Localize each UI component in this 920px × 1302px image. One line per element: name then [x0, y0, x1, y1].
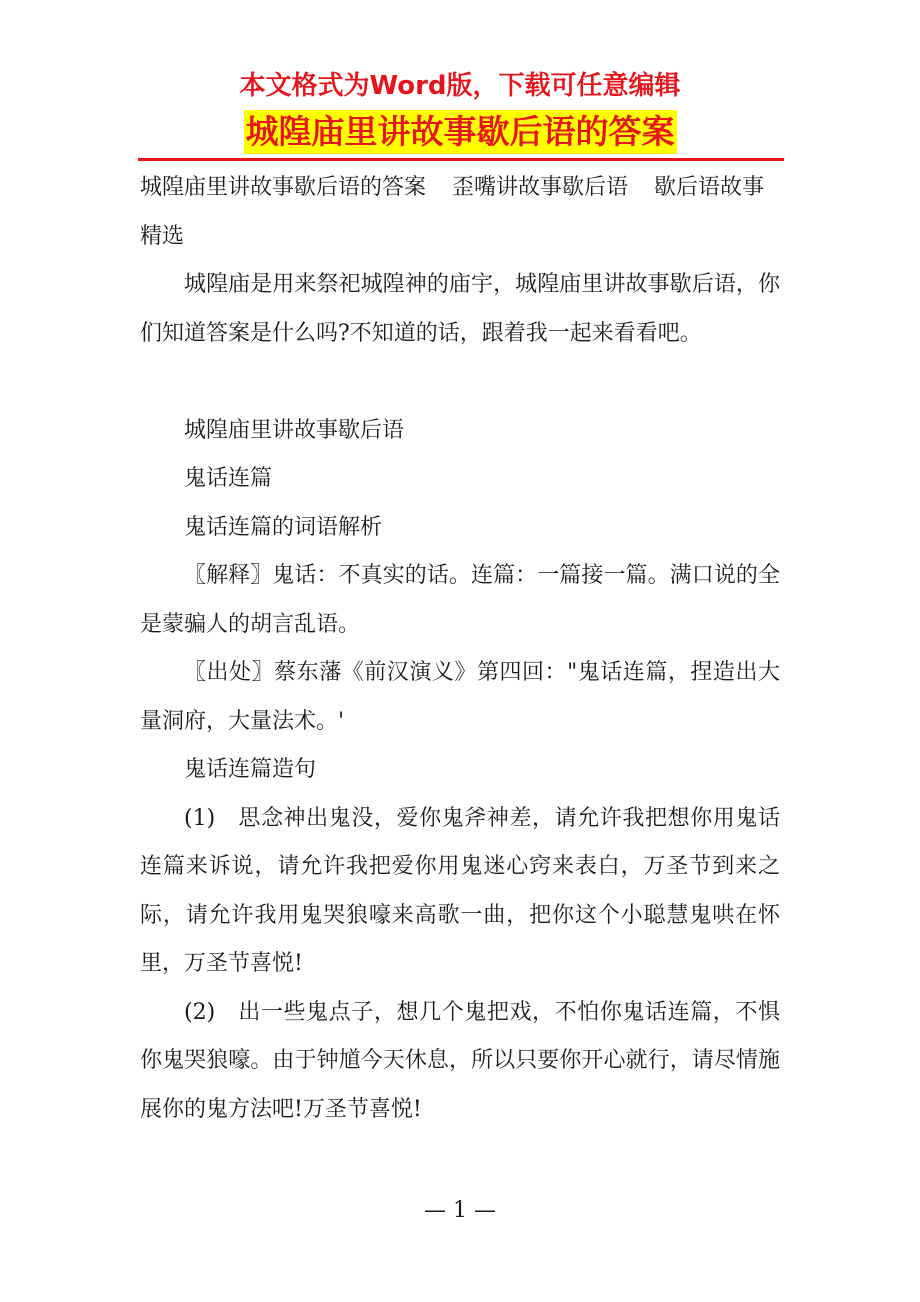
title-divider: [138, 158, 784, 161]
keywords-line: [140, 164, 780, 261]
source-paragraph: 〖出处〗蔡东藩《前汉演义》第四回："鬼话连篇，捏造出大量洞府，大量法术。': [140, 660, 780, 734]
document-title: 城隍庙里讲故事歇后语的答案: [244, 110, 677, 154]
example-sentences-title: 鬼话连篇造句: [184, 757, 317, 782]
blank-line: [140, 358, 780, 407]
format-notice-banner: 本文格式为Word版，下载可任意编辑: [239, 71, 681, 101]
keyword-2: 歪嘴讲故事歇后语: [452, 175, 629, 200]
document-body: [140, 164, 780, 1134]
explanation-paragraph: 〖解释〗鬼话：不真实的话。连篇：一篇接一篇。满口说的全是蒙骗人的胡言乱语。: [140, 563, 780, 637]
title-wrapper: [0, 110, 920, 154]
keyword-3: 歇后语故事精选: [140, 175, 765, 249]
intro-paragraph: 城隍庙是用来祭祀城隍神的庙宇，城隍庙里讲故事歇后语，你们知道答案是什么吗?不知道的话，跟着我一起来看看吧。: [140, 272, 780, 346]
example-sentence-1: (1) 思念神出鬼没，爱你鬼斧神差，请允许我把想你用鬼话连篇来诉说，请允许我把爱你用鬼迷心窍来表白，万圣节到来之际，请允许我用鬼哭狼嚎来高歌一曲，把你这个小聪慧鬼哄在怀里，万圣节喜悦!: [140, 805, 780, 976]
page-number: — 1 —: [424, 1198, 496, 1223]
analysis-title: 鬼话连篇的词语解析: [184, 514, 383, 540]
keyword-1: 城隍庙里讲故事歇后语的答案: [140, 175, 427, 200]
example-sentence-2: (2) 出一些鬼点子，想几个鬼把戏，不怕你鬼话连篇，不惧你鬼哭狼嚎。由于钟馗今天休息，所以只要你开心就行，请尽情施展你的鬼方法吧!万圣节喜悦!: [140, 999, 780, 1122]
section-heading: 城隍庙里讲故事歇后语: [184, 417, 405, 443]
answer-line: 鬼话连篇: [184, 466, 273, 491]
